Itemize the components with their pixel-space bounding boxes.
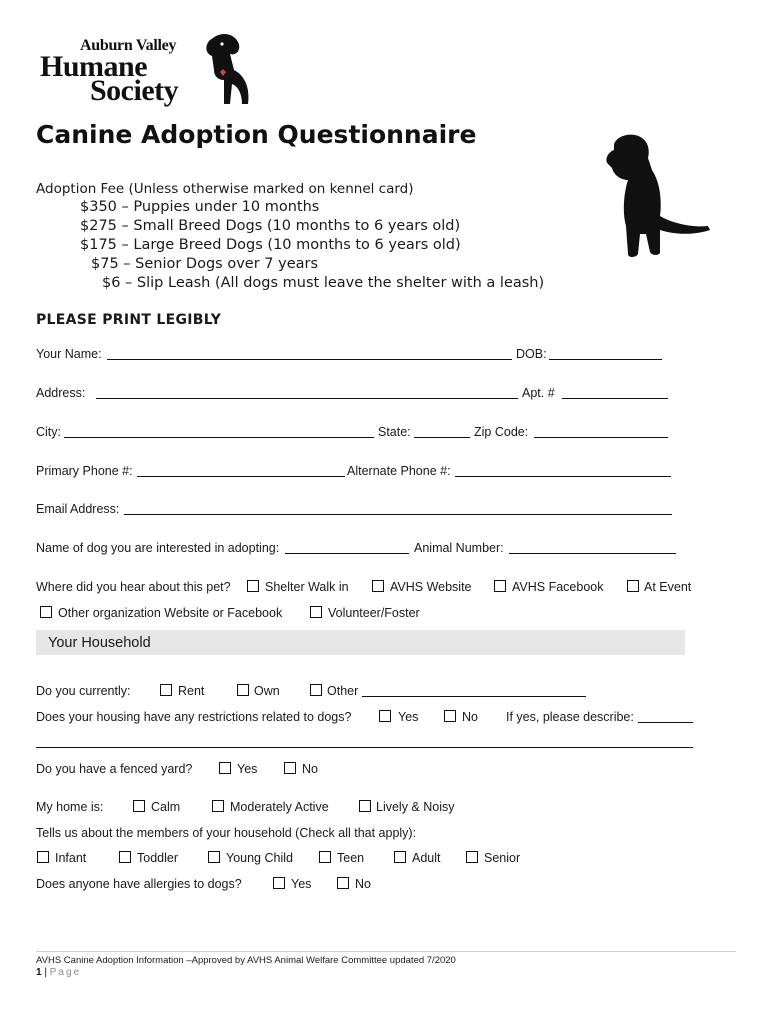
primary-phone-field[interactable] bbox=[137, 476, 345, 477]
other-label: Other bbox=[327, 684, 359, 698]
household-section-header bbox=[36, 630, 685, 655]
allergies-yes-label: Yes bbox=[291, 877, 312, 891]
infant-checkbox[interactable] bbox=[37, 851, 49, 863]
zip-field[interactable] bbox=[534, 437, 668, 438]
fee-line-puppies: $350 – Puppies under 10 months bbox=[80, 199, 320, 215]
lively-noisy-label: Lively & Noisy bbox=[376, 800, 455, 814]
household-section-title: Your Household bbox=[48, 635, 151, 651]
city-field[interactable] bbox=[64, 437, 374, 438]
shelter-walk-in-label: Shelter Walk in bbox=[265, 580, 349, 594]
name-field[interactable] bbox=[107, 359, 512, 360]
at-event-label: At Event bbox=[644, 580, 692, 594]
senior-label: Senior bbox=[484, 851, 521, 865]
fenced-yes-checkbox[interactable] bbox=[219, 762, 231, 774]
fee-line-large-breed: $175 – Large Breed Dogs (10 months to 6 years old) bbox=[80, 237, 461, 253]
apt-field[interactable] bbox=[562, 398, 668, 399]
page-number: 1 bbox=[36, 967, 42, 978]
volunteer-foster-label: Volunteer/Foster bbox=[328, 606, 420, 620]
other-housing-field[interactable] bbox=[362, 696, 586, 697]
restrictions-no-checkbox[interactable] bbox=[444, 710, 456, 722]
describe-label: If yes, please describe: bbox=[506, 710, 634, 724]
footer-page-indicator bbox=[36, 967, 81, 978]
shelter-walk-in-checkbox[interactable] bbox=[247, 580, 259, 592]
zip-label: Zip Code: bbox=[474, 425, 529, 439]
describe-field-continued[interactable] bbox=[36, 747, 693, 748]
fee-line-senior: $75 – Senior Dogs over 7 years bbox=[91, 256, 319, 272]
lively-noisy-checkbox[interactable] bbox=[359, 800, 371, 812]
other-organization-checkbox[interactable] bbox=[40, 606, 52, 618]
restrictions-yes-label: Yes bbox=[398, 710, 419, 724]
email-label: Email Address: bbox=[36, 502, 120, 516]
allergies-question: Does anyone have allergies to dogs? bbox=[36, 877, 242, 891]
avhs-website-checkbox[interactable] bbox=[372, 580, 384, 592]
email-field[interactable] bbox=[124, 514, 672, 515]
dog-name-field[interactable] bbox=[285, 553, 409, 554]
young-child-label: Young Child bbox=[226, 851, 293, 865]
young-child-checkbox[interactable] bbox=[208, 851, 220, 863]
page-separator: | bbox=[44, 967, 47, 978]
senior-checkbox[interactable] bbox=[466, 851, 478, 863]
currently-question: Do you currently: bbox=[36, 684, 131, 698]
avhs-facebook-label: AVHS Facebook bbox=[512, 580, 604, 594]
name-label: Your Name: bbox=[36, 347, 102, 361]
state-label: State: bbox=[378, 425, 411, 439]
apt-label: Apt. # bbox=[522, 386, 555, 400]
teen-label: Teen bbox=[337, 851, 365, 865]
dob-label: DOB: bbox=[516, 347, 547, 361]
fee-line-small-breed: $275 – Small Breed Dogs (10 months to 6 years old) bbox=[80, 218, 461, 234]
toddler-checkbox[interactable] bbox=[119, 851, 131, 863]
other-organization-label: Other organization Website or Facebook bbox=[58, 606, 283, 620]
own-checkbox[interactable] bbox=[237, 684, 249, 696]
state-field[interactable] bbox=[414, 437, 470, 438]
allergies-no-label: No bbox=[355, 877, 371, 891]
restrictions-question: Does your housing have any restrictions related to dogs? bbox=[36, 710, 352, 724]
own-label: Own bbox=[254, 684, 280, 698]
address-field[interactable] bbox=[96, 398, 518, 399]
restrictions-no-label: No bbox=[462, 710, 478, 724]
adoption-fee-heading: Adoption Fee (Unless otherwise marked on kennel card) bbox=[36, 181, 414, 197]
calm-checkbox[interactable] bbox=[133, 800, 145, 812]
logo-line-3: Society bbox=[90, 74, 179, 107]
page-word: Page bbox=[49, 967, 82, 978]
allergies-yes-checkbox[interactable] bbox=[273, 877, 285, 889]
toddler-label: Toddler bbox=[137, 851, 178, 865]
members-question: Tells us about the members of your household (Check all that apply): bbox=[36, 826, 417, 840]
infant-label: Infant bbox=[55, 851, 87, 865]
dog-name-label: Name of dog you are interested in adopting: bbox=[36, 541, 280, 555]
rent-checkbox[interactable] bbox=[160, 684, 172, 696]
adult-label: Adult bbox=[412, 851, 441, 865]
allergies-no-checkbox[interactable] bbox=[337, 877, 349, 889]
restrictions-yes-checkbox[interactable] bbox=[379, 710, 391, 722]
alternate-phone-field[interactable] bbox=[455, 476, 671, 477]
animal-number-label: Animal Number: bbox=[414, 541, 504, 555]
address-label: Address: bbox=[36, 386, 86, 400]
describe-field[interactable] bbox=[638, 722, 693, 723]
avhs-website-label: AVHS Website bbox=[390, 580, 472, 594]
fenced-no-checkbox[interactable] bbox=[284, 762, 296, 774]
city-label: City: bbox=[36, 425, 61, 439]
moderately-active-checkbox[interactable] bbox=[212, 800, 224, 812]
home-question: My home is: bbox=[36, 800, 104, 814]
calm-label: Calm bbox=[151, 800, 181, 814]
adult-checkbox[interactable] bbox=[394, 851, 406, 863]
hear-about-question: Where did you hear about this pet? bbox=[36, 580, 231, 594]
other-checkbox[interactable] bbox=[310, 684, 322, 696]
dog-silhouette-icon bbox=[600, 130, 716, 258]
fee-line-slip-leash: $6 – Slip Leash (All dogs must leave the shelter with a leash) bbox=[102, 275, 545, 291]
dob-field[interactable] bbox=[549, 359, 662, 360]
logo-line-1: Auburn Valley bbox=[80, 37, 177, 54]
moderately-active-label: Moderately Active bbox=[230, 800, 329, 814]
fenced-yes-label: Yes bbox=[237, 762, 258, 776]
avhs-facebook-checkbox[interactable] bbox=[494, 580, 506, 592]
animal-number-field[interactable] bbox=[509, 553, 676, 554]
footer-divider bbox=[36, 951, 736, 952]
primary-phone-label: Primary Phone #: bbox=[36, 464, 133, 478]
teen-checkbox[interactable] bbox=[319, 851, 331, 863]
fenced-no-label: No bbox=[302, 762, 318, 776]
volunteer-foster-checkbox[interactable] bbox=[310, 606, 322, 618]
print-legibly-heading: PLEASE PRINT LEGIBLY bbox=[36, 312, 222, 328]
fenced-yard-question: Do you have a fenced yard? bbox=[36, 762, 193, 776]
footer-approval-text: AVHS Canine Adoption Information –Approved by AVHS Animal Welfare Committee updated 7/2020 bbox=[36, 955, 456, 966]
rent-label: Rent bbox=[178, 684, 205, 698]
alternate-phone-label: Alternate Phone #: bbox=[347, 464, 451, 478]
at-event-checkbox[interactable] bbox=[627, 580, 639, 592]
page-title: Canine Adoption Questionnaire bbox=[36, 120, 477, 149]
logo-line-2: Humane bbox=[40, 50, 148, 83]
logo bbox=[38, 30, 253, 110]
